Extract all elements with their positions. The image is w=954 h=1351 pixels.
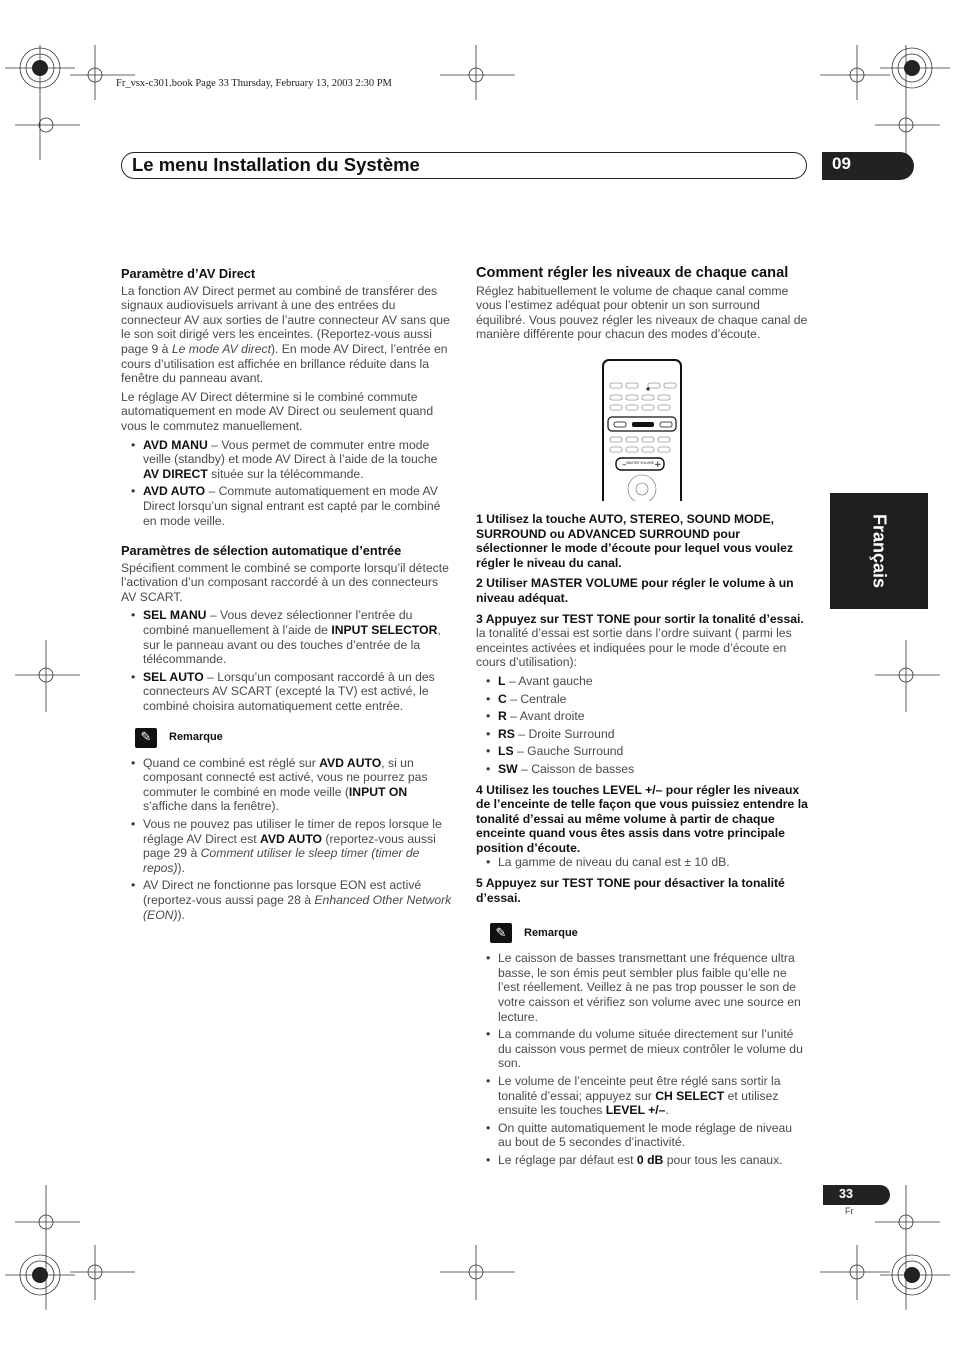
speaker-item: • L – Avant gauche [476,674,808,689]
list-item: • AVD MANU – Vous permet de commuter entre mode veille (standby) et mode AV Direct à l’aide de la touche AV DIRECT située sur la télécommande. [121,438,453,482]
chapter-badge: 09 [822,152,914,180]
bullet-list [121,608,453,713]
page-number: 33 [823,1185,890,1205]
bullet-list [121,438,453,529]
page-language: Fr [845,1206,854,1216]
step-2: 2 Utiliser MASTER VOLUME pour régler le volume à un niveau adéquat. [476,576,794,605]
pencil-icon: ✎ [135,728,157,748]
step-1: 1 Utilisez la touche AUTO, STEREO, SOUND MODE, SURROUND ou ADVANCED SURROUND pour sélectionner le mode d’écoute pour lequel vous voulez régler le niveau du canal. [476,512,793,570]
section-title-av-direct: Paramètre d’AV Direct [121,266,256,281]
list-item: • On quitte automatiquement le mode réglage de niveau au bout de 5 secondes d’inactivité. [476,1121,808,1150]
paragraph: la tonalité d’essai est sortie dans l’ordre suivant ( parmi les enceintes activées et indiquées pour le mode d’écoute en cours d’utilisation): [476,626,792,670]
note-list [476,951,808,1167]
list-item: • Le réglage par défaut est 0 dB pour tous les canaux. [476,1153,808,1168]
speaker-item: • RS – Droite Surround [476,727,808,742]
page-title: Le menu Installation du Système [132,154,420,175]
list-item: • AVD AUTO – Commute automatiquement en mode AV Direct lorsqu’un signal entrant est capté par le combiné en mode veille. [121,484,453,528]
step-3: 3 Appuyez sur TEST TONE pour sortir la tonalité d’essai. [476,611,804,626]
paragraph: Réglez habituellement le volume de chaque canal comme vous l’estimez adéquat pour obtenir un son surround équilibré. Vous pouvez régler les niveaux de chaque canal de manière différente pour chacun des modes d’écoute. [476,283,808,342]
note-label: Remarque [169,731,223,744]
section-title-levels: Comment régler les niveaux de chaque canal [476,265,789,281]
speaker-item: • R – Avant droite [476,709,808,724]
list-item: • Le caisson de basses transmettant une fréquence ultra basse, le son émis peut sembler plus faible qu’elle ne l’est réellement. Veillez à ne pas trop pousser le son de votre caisson et vérifiez son volume avec une source en lecture. [476,951,808,1024]
speaker-item: • C – Centrale [476,692,808,707]
list-item: • Quand ce combiné est réglé sur AVD AUTO, si un composant connecté est activé, vous ne pourrez pas commuter le combiné en mode veille (INPUT ON s’affiche dans la fenêtre). [121,756,453,814]
pencil-icon: ✎ [490,923,512,943]
note-header [490,923,808,943]
speaker-list [476,674,808,777]
list-item: • La gamme de niveau du canal est ± 10 dB. [476,855,808,870]
list-item: • Vous ne pouvez pas utiliser le timer de repos lorsque le réglage AV Direct est AVD AUTO (reportez-vous aussi page 29 à Comment utiliser le sleep timer (timer de repos)). [121,817,453,875]
step-5: 5 Appuyez sur TEST TONE pour désactiver la tonalité d’essai. [476,876,785,905]
list-item: • AV Direct ne fonctionne pas lorsque EON est activé (reportez-vous aussi page 28 à Enhanced Other Network (EON)). [121,878,453,922]
language-tab [830,493,928,609]
list-item: • Le volume de l’enceinte peut être réglé sans sortir la tonalité d’essai; appuyez sur CH SELECT et utilisez ensuite les touches LEVEL +/–. [476,1074,808,1118]
file-header: Fr_vsx-c301.book Page 33 Thursday, February 13, 2003 2:30 PM [116,78,392,89]
remote-svg [602,359,682,501]
list-item: • SEL MANU – Vous devez sélectionner l’entrée du combiné manuellement à l’aide de INPUT SELECTOR, sur le panneau avant ou des touches d’entrée de la télécommande. [121,608,453,666]
right-column [476,266,808,346]
speaker-item: • LS – Gauche Surround [476,744,808,759]
step-4: 4 Utilisez les touches LEVEL +/– pour régler les niveaux de l’enceinte de telle façon que vous puissiez entendre la tonalité d’essai au même volume à partir de chaque enceinte quand vous êtes assis dans votre principale position d’écoute. [476,782,808,855]
svg-text:–: – [622,460,627,470]
paragraph: Le réglage AV Direct détermine si le combiné commute automatiquement en mode AV Direct ou seulement quand vous le commutez manuellement. [121,389,434,433]
note-label: Remarque [524,926,578,939]
remote-label: MASTER VOLUME [626,461,654,465]
right-column-steps [476,512,808,1172]
svg-text:+: + [654,460,662,470]
list-item: • SEL AUTO – Lorsqu’un composant raccordé à un des connecteurs AV SCART (excepté la TV) est activé, le combiné choisira automatiquement cette entrée. [121,670,453,714]
bullet-list [476,855,808,870]
language-tab-label: Français [869,513,890,589]
left-column [121,267,453,926]
note-header [135,728,453,748]
paragraph: Spécifient comment le combiné se comporte lorsqu’il détecte l’activation d’un composant raccordé à un des connecteurs AV SCART. [121,560,449,604]
remote-control-illustration [602,359,682,501]
speaker-item: • SW – Caisson de basses [476,762,808,777]
list-item: • La commande du volume située directement sur l’unité du caisson vous permet de mieux contrôler le volume du son. [476,1027,808,1071]
note-list [121,756,453,923]
paragraph: La fonction AV Direct permet au combiné de transférer des signaux audiovisuels arrivant à une des entrées du connecteur AV aux sorties de l’autre connecteur AV sans que le son soit dirigé vers les enceintes. (Reportez-vous aussi page 9 à Le mode AV direct). En mode AV Direct, l’entrée en cours d’utilisation est affichée en brillance réduite dans la fenêtre du panneau avant. [121,283,450,386]
section-title-auto-select: Paramètres de sélection automatique d’entrée [121,543,402,559]
